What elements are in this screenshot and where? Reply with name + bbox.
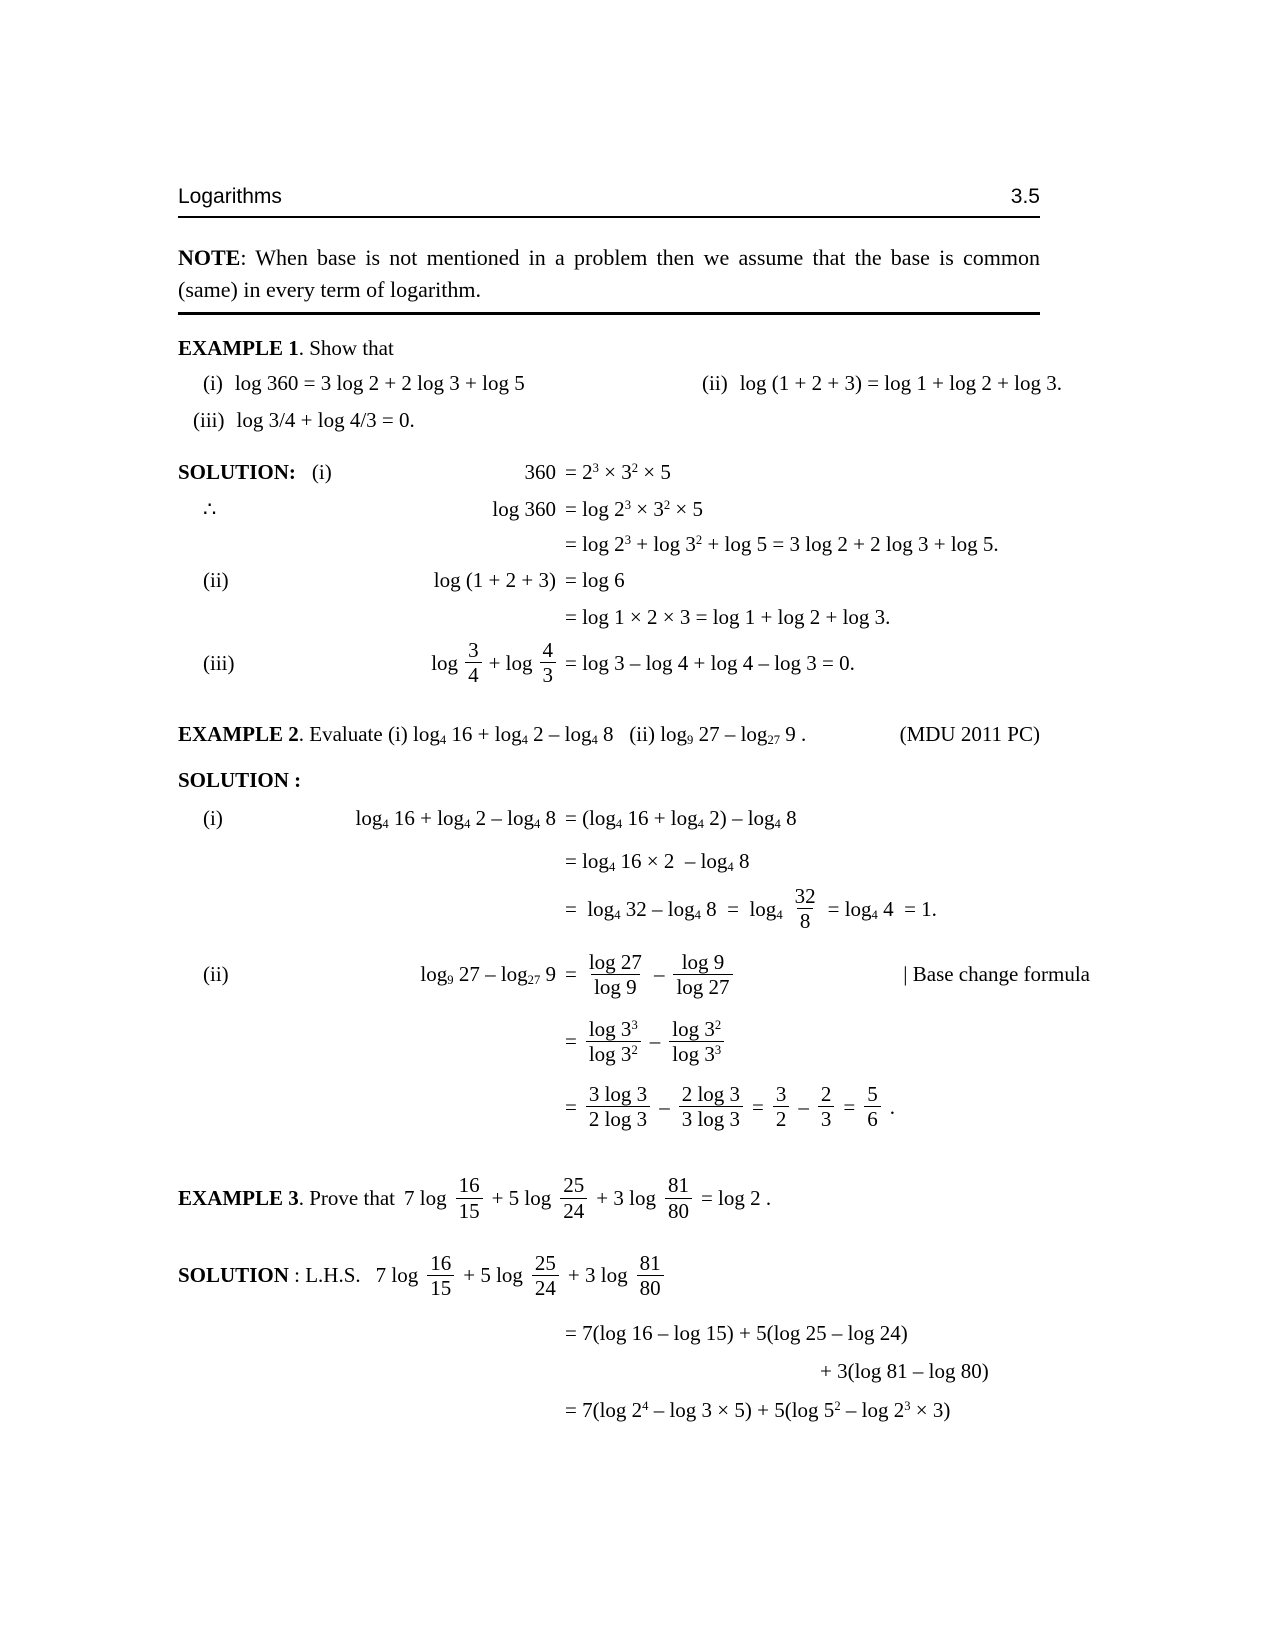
exam-source: (MDU 2011 PC) — [899, 722, 1040, 747]
note-paragraph — [178, 242, 1040, 306]
fraction — [792, 884, 819, 933]
step-label — [178, 459, 332, 485]
fraction — [673, 950, 732, 999]
step-rhs: = $\log 2^3 \times 3^2 \times 5$ — [565, 497, 703, 521]
example2-statement — [178, 721, 806, 747]
term: + 3 log — [567, 1263, 628, 1288]
solution-step — [178, 604, 1040, 630]
step-lhs: $\log_4 16 + \log_4 2 - \log_4 8$ — [355, 806, 556, 832]
step-rhs: = log 3 – log 4 + log 4 – log 3 = 0. — [565, 650, 855, 675]
solution-colon: : — [288, 768, 302, 793]
step-rhs: = 7(log $2^4 - \log 3 \times 5) + 5(\log$ $5^2 - \log 2^3 \times 3$) — [565, 1397, 951, 1422]
note-text: : When base is not mentioned in a problem then we assume that the base is common (same) in every term of logarithm. — [178, 245, 1040, 302]
step-rhs: = 7(log 16 – log 15) + 5(log 25 – log 24) — [565, 1320, 908, 1345]
solution-label-group — [178, 1262, 361, 1288]
denominator: $\log 3^3$ — [669, 1041, 724, 1066]
step-rhs: = log 1 × 2 × 3 = log 1 + log 2 + log 3. — [565, 605, 891, 629]
page-header — [178, 185, 1040, 218]
minus-sign: – — [659, 1094, 670, 1119]
fraction — [637, 1251, 664, 1300]
solution-step — [178, 1358, 1040, 1384]
part-label: (ii) — [203, 568, 229, 592]
denominator: $\log 3^2$ — [586, 1041, 641, 1066]
log-word: log — [431, 650, 459, 675]
example1-intro: . Show that — [298, 336, 394, 360]
step-lhs: 360 — [524, 460, 556, 484]
equals-sign: = — [565, 1094, 577, 1119]
fraction — [560, 1173, 587, 1222]
example3-heading — [178, 1173, 1040, 1222]
period: . — [889, 1094, 895, 1119]
equals-sign: = — [843, 1094, 856, 1119]
minus-sign: – — [798, 1094, 809, 1119]
solution-step — [178, 531, 1040, 557]
section-divider — [178, 312, 1040, 315]
step-rhs: = $\log 2^3 + \log 3^2 + \log 5 = 3$ log 2 + 2 log 3 + log 5. — [565, 532, 999, 556]
numerator: 3 log 3 — [588, 1082, 648, 1107]
numerator: 4 — [542, 638, 553, 662]
example1-item-i — [178, 370, 525, 396]
item-iii-label: (iii) — [193, 408, 225, 432]
denominator: 2 — [773, 1106, 790, 1131]
solution-label: SOLUTION — [178, 460, 289, 484]
solution-step — [178, 496, 1040, 522]
fraction — [586, 950, 645, 999]
denominator: 2 log 3 — [586, 1106, 650, 1131]
numerator: 25 — [534, 1250, 556, 1275]
solution-step — [178, 459, 1040, 485]
item-iii-text: log 3/4 + log 4/3 = 0. — [236, 408, 415, 432]
step-rhs: = $\log_4 16 \times 2 - \log_4 8$ — [565, 849, 750, 875]
term: 7 log — [403, 1186, 447, 1211]
step-lhs: log (1 + 2 + 3) — [433, 568, 556, 592]
minus-sign: – — [649, 1029, 661, 1054]
solution-step — [178, 884, 1040, 933]
side-annotation: | Base change formula — [903, 962, 1090, 987]
numerator: 2 log 3 — [681, 1082, 741, 1107]
fraction — [540, 638, 557, 687]
fraction — [427, 1251, 454, 1300]
example2-heading — [178, 721, 1040, 747]
step-rhs: = ($\log_4$ $16 + \log_4 2) - \log_4 8$ — [565, 806, 797, 832]
denominator: 3 — [818, 1106, 835, 1131]
step-rhs: = $2^3 \times 3^2 \times 5$ — [565, 460, 671, 484]
part-label: (i) — [311, 460, 332, 484]
step-lhs: $\log_9 27 - \log_{27} 9$ — [420, 962, 556, 988]
numerator: 3 — [775, 1082, 787, 1107]
solution-step — [178, 1397, 1040, 1423]
fraction — [864, 1082, 881, 1131]
numerator: log 27 — [588, 949, 642, 974]
numerator: 2 — [820, 1082, 832, 1107]
part-label: (i) — [203, 806, 223, 831]
item-ii-text: log (1 + 2 + 3) = log 1 + log 2 + log 3. — [739, 371, 1062, 395]
term: + 3 log — [596, 1186, 656, 1211]
numerator: 3 — [468, 638, 479, 662]
note-label: NOTE — [178, 245, 241, 270]
part-label: (ii) — [203, 962, 229, 987]
numerator: 16 — [458, 1173, 480, 1198]
term: 7 log — [375, 1263, 419, 1288]
solution-step — [178, 567, 1040, 593]
item-i-label: (i) — [203, 371, 223, 395]
example2-intro: . Evaluate (i) $\log_4 16 + \log_4 2 - \log_4 8$ (ii) $\log_9 27 - \log_{27} 9$ . — [298, 722, 807, 748]
solution-step — [178, 638, 1040, 687]
item-ii-label: (ii) — [702, 371, 728, 395]
numerator: 81 — [667, 1173, 689, 1198]
numerator: $\log 3^3$ — [588, 1016, 638, 1041]
item-i-text: log 360 = 3 log 2 + 2 log 3 + log 5 — [234, 371, 525, 395]
solution-step — [178, 848, 1040, 874]
denominator: 15 — [456, 1198, 483, 1223]
denominator: 15 — [427, 1275, 454, 1300]
step-expression: = $\log_4 4 = 1$. — [827, 896, 937, 923]
step-lhs — [327, 638, 556, 687]
denominator: 3 log 3 — [679, 1106, 743, 1131]
denominator: 80 — [665, 1198, 692, 1223]
solution-step — [178, 949, 1090, 999]
example1-items-row — [178, 370, 1062, 396]
denominator: 3 — [540, 662, 557, 687]
numerator: 25 — [563, 1173, 585, 1198]
fraction — [465, 638, 482, 687]
example1-item-ii — [702, 370, 1062, 396]
numerator: 32 — [794, 884, 816, 909]
example2-solution-label — [178, 767, 1040, 793]
step-rhs: = log 6 — [565, 568, 625, 592]
numerator: 5 — [867, 1082, 878, 1107]
minus-sign: – — [653, 962, 665, 987]
fraction — [818, 1082, 835, 1131]
running-head: Logarithms — [178, 185, 282, 208]
solution-step — [178, 1320, 1040, 1346]
denominator: 24 — [560, 1198, 587, 1223]
fraction — [773, 1082, 790, 1131]
example3-statement — [178, 1185, 395, 1211]
numerator: 81 — [639, 1250, 661, 1275]
example1-item-iii — [178, 407, 1040, 433]
page-number: 3.5 — [1010, 185, 1040, 208]
step-expression: = $\log_4 32 - \log_4 8 = \log_4$ — [565, 896, 783, 923]
equals-sign: = — [565, 962, 577, 987]
solution-step — [178, 1017, 1040, 1066]
fraction — [669, 1017, 724, 1066]
denominator: log 27 — [673, 974, 732, 999]
denominator: 24 — [532, 1275, 559, 1300]
fraction — [532, 1251, 559, 1300]
equals-sign: = — [752, 1094, 764, 1119]
example1-heading — [178, 335, 1040, 361]
therefore-symbol: ∴ — [203, 497, 217, 521]
numerator: 16 — [430, 1250, 452, 1275]
equals-sign: = — [565, 1029, 577, 1054]
denominator: 6 — [864, 1106, 881, 1131]
step-lhs: log 360 — [492, 497, 556, 521]
fraction — [679, 1082, 743, 1131]
example3-solution-row — [178, 1251, 1040, 1300]
example3-intro: . Prove that — [298, 1186, 395, 1211]
example2-title: EXAMPLE 2 — [178, 722, 299, 747]
numerator: log 9 — [681, 949, 725, 974]
solution-step — [178, 1082, 1040, 1131]
plus-log: + log — [488, 650, 533, 675]
solution-step — [178, 805, 1040, 831]
term: = log 2 . — [700, 1186, 772, 1211]
fraction — [586, 1082, 650, 1131]
fraction — [456, 1173, 483, 1222]
solution-rest: : L.H.S. — [288, 1263, 361, 1288]
denominator: 4 — [465, 662, 482, 687]
fraction — [586, 1017, 641, 1066]
fraction — [665, 1173, 692, 1222]
term: + 5 log — [463, 1263, 523, 1288]
denominator: 8 — [797, 908, 814, 933]
numerator: $\log 3^2$ — [672, 1016, 722, 1041]
example1-title: EXAMPLE 1 — [178, 336, 299, 360]
solution-label: SOLUTION — [178, 1263, 289, 1288]
denominator: log 9 — [591, 974, 640, 999]
term: + 5 log — [491, 1186, 552, 1211]
denominator: 80 — [637, 1275, 664, 1300]
solution-colon: : — [288, 460, 296, 484]
example3-title: EXAMPLE 3 — [178, 1186, 299, 1211]
step-continuation: + 3(log 81 – log 80) — [820, 1358, 989, 1383]
part-label: (iii) — [203, 650, 235, 675]
solution-label: SOLUTION — [178, 768, 289, 793]
